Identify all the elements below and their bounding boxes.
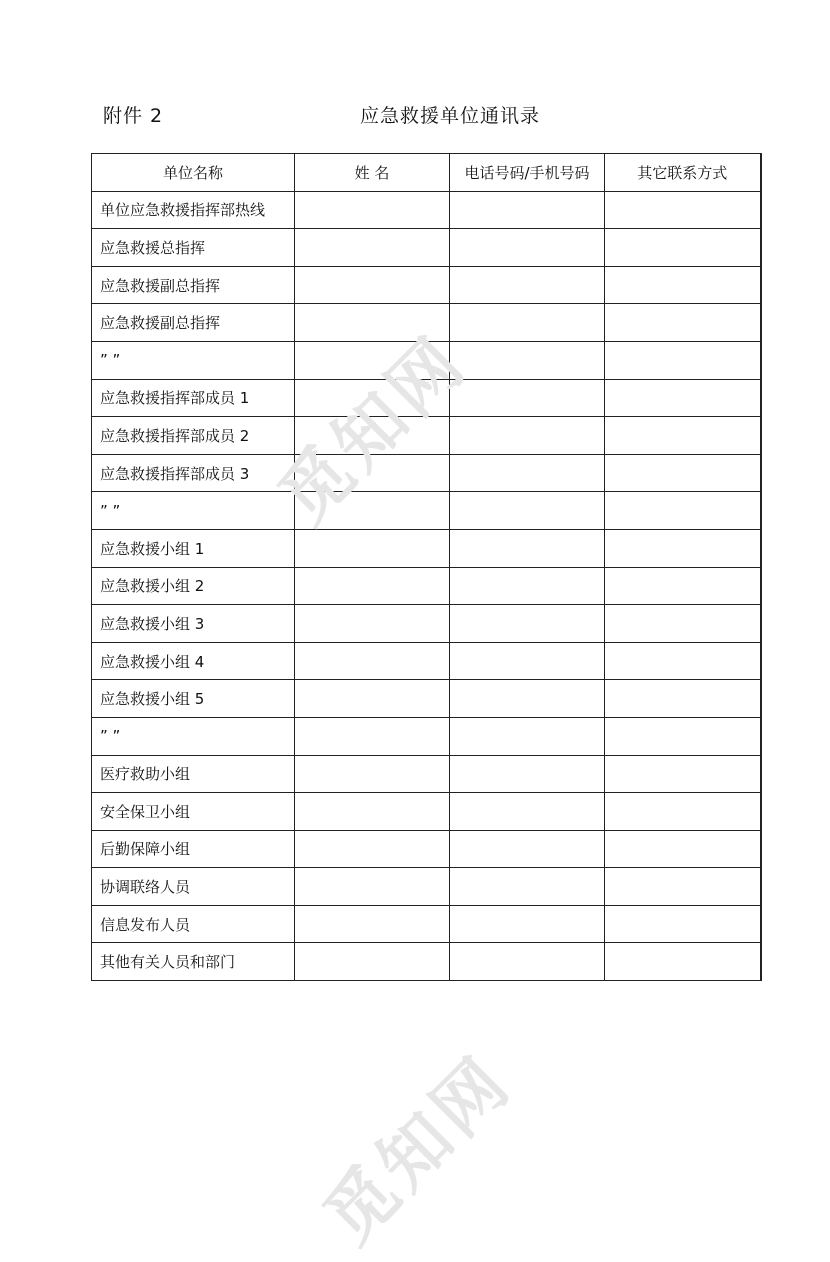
- unit-name-cell: 后勤保障小组: [92, 830, 295, 868]
- phone-cell[interactable]: [450, 943, 605, 981]
- name-cell[interactable]: [295, 492, 450, 530]
- other-contact-cell[interactable]: [605, 454, 761, 492]
- unit-name-cell: 应急救援总指挥: [92, 229, 295, 267]
- name-cell[interactable]: [295, 191, 450, 229]
- unit-name-cell: 应急救援副总指挥: [92, 266, 295, 304]
- name-cell[interactable]: [295, 642, 450, 680]
- name-cell[interactable]: [295, 793, 450, 831]
- other-contact-cell[interactable]: [605, 341, 761, 379]
- phone-cell[interactable]: [450, 680, 605, 718]
- table-header-row: [92, 154, 761, 192]
- table-row: [92, 680, 761, 718]
- table-row: [92, 905, 761, 943]
- name-cell[interactable]: [295, 379, 450, 417]
- phone-cell[interactable]: [450, 304, 605, 342]
- unit-name-cell: 应急救援指挥部成员 3: [92, 454, 295, 492]
- name-cell[interactable]: [295, 868, 450, 906]
- other-contact-cell[interactable]: [605, 567, 761, 605]
- table-row: [92, 567, 761, 605]
- table-row: [92, 341, 761, 379]
- other-contact-cell[interactable]: [605, 642, 761, 680]
- table-row: [92, 266, 761, 304]
- other-contact-cell[interactable]: [605, 943, 761, 981]
- name-cell[interactable]: [295, 229, 450, 267]
- other-contact-cell[interactable]: [605, 605, 761, 643]
- table-row: [92, 379, 761, 417]
- other-contact-cell[interactable]: [605, 755, 761, 793]
- name-cell[interactable]: [295, 266, 450, 304]
- table-row: [92, 417, 761, 455]
- phone-cell[interactable]: [450, 529, 605, 567]
- unit-name-cell: 协调联络人员: [92, 868, 295, 906]
- unit-name-cell: ” ”: [92, 717, 295, 755]
- other-contact-cell[interactable]: [605, 793, 761, 831]
- unit-name-cell: 应急救援副总指挥: [92, 304, 295, 342]
- phone-cell[interactable]: [450, 567, 605, 605]
- unit-name-cell: 应急救援小组 5: [92, 680, 295, 718]
- phone-cell[interactable]: [450, 830, 605, 868]
- phone-cell[interactable]: [450, 717, 605, 755]
- phone-cell[interactable]: [450, 379, 605, 417]
- contact-directory-table: [91, 153, 762, 981]
- unit-name-cell: ” ”: [92, 492, 295, 530]
- table-row: [92, 229, 761, 267]
- unit-name-cell: 应急救援小组 1: [92, 529, 295, 567]
- name-cell[interactable]: [295, 755, 450, 793]
- phone-cell[interactable]: [450, 793, 605, 831]
- table-row: [92, 304, 761, 342]
- name-cell[interactable]: [295, 567, 450, 605]
- name-cell[interactable]: [295, 717, 450, 755]
- unit-name-cell: 信息发布人员: [92, 905, 295, 943]
- unit-name-cell: ” ”: [92, 341, 295, 379]
- phone-cell[interactable]: [450, 229, 605, 267]
- phone-cell[interactable]: [450, 755, 605, 793]
- other-contact-cell[interactable]: [605, 266, 761, 304]
- other-contact-cell[interactable]: [605, 680, 761, 718]
- unit-name-cell: 医疗救助小组: [92, 755, 295, 793]
- page-title: 应急救援单位通讯录: [359, 105, 540, 127]
- phone-cell[interactable]: [450, 266, 605, 304]
- column-header-other-contact: 其它联系方式: [605, 154, 761, 192]
- table-row: [92, 191, 761, 229]
- unit-name-cell: 其他有关人员和部门: [92, 943, 295, 981]
- watermark: 觅知网: [263, 319, 483, 539]
- name-cell[interactable]: [295, 529, 450, 567]
- other-contact-cell[interactable]: [605, 529, 761, 567]
- unit-name-cell: 单位应急救援指挥部热线: [92, 191, 295, 229]
- table-row: [92, 642, 761, 680]
- table-row: [92, 605, 761, 643]
- phone-cell[interactable]: [450, 492, 605, 530]
- unit-name-cell: 应急救援指挥部成员 1: [92, 379, 295, 417]
- unit-name-cell: 应急救援小组 4: [92, 642, 295, 680]
- name-cell[interactable]: [295, 304, 450, 342]
- column-header-unit-name: 单位名称: [92, 154, 295, 192]
- name-cell[interactable]: [295, 905, 450, 943]
- table-row: [92, 830, 761, 868]
- table-row: [92, 454, 761, 492]
- phone-cell[interactable]: [450, 417, 605, 455]
- column-header-name: 姓 名: [295, 154, 450, 192]
- other-contact-cell[interactable]: [605, 492, 761, 530]
- phone-cell[interactable]: [450, 905, 605, 943]
- name-cell[interactable]: [295, 943, 450, 981]
- table-row: [92, 529, 761, 567]
- table-row: [92, 868, 761, 906]
- name-cell[interactable]: [295, 341, 450, 379]
- other-contact-cell[interactable]: [605, 830, 761, 868]
- unit-name-cell: 应急救援小组 2: [92, 567, 295, 605]
- name-cell[interactable]: [295, 830, 450, 868]
- name-cell[interactable]: [295, 605, 450, 643]
- other-contact-cell[interactable]: [605, 379, 761, 417]
- name-cell[interactable]: [295, 417, 450, 455]
- name-cell[interactable]: [295, 454, 450, 492]
- other-contact-cell[interactable]: [605, 191, 761, 229]
- unit-name-cell: 应急救援指挥部成员 2: [92, 417, 295, 455]
- column-header-phone: 电话号码/手机号码: [450, 154, 605, 192]
- table-row: [92, 793, 761, 831]
- phone-cell[interactable]: [450, 191, 605, 229]
- name-cell[interactable]: [295, 680, 450, 718]
- other-contact-cell[interactable]: [605, 229, 761, 267]
- watermark: 觅知网: [308, 1039, 528, 1259]
- table-row: [92, 717, 761, 755]
- other-contact-cell[interactable]: [605, 417, 761, 455]
- unit-name-cell: 安全保卫小组: [92, 793, 295, 831]
- other-contact-cell[interactable]: [605, 868, 761, 906]
- phone-cell[interactable]: [450, 868, 605, 906]
- phone-cell[interactable]: [450, 454, 605, 492]
- unit-name-cell: 应急救援小组 3: [92, 605, 295, 643]
- other-contact-cell[interactable]: [605, 304, 761, 342]
- other-contact-cell[interactable]: [605, 717, 761, 755]
- phone-cell[interactable]: [450, 341, 605, 379]
- attachment-label: 附件 2: [103, 105, 164, 127]
- phone-cell[interactable]: [450, 605, 605, 643]
- table-row: [92, 755, 761, 793]
- other-contact-cell[interactable]: [605, 905, 761, 943]
- table-body: [92, 191, 761, 980]
- table-row: [92, 492, 761, 530]
- table-row: [92, 943, 761, 981]
- phone-cell[interactable]: [450, 642, 605, 680]
